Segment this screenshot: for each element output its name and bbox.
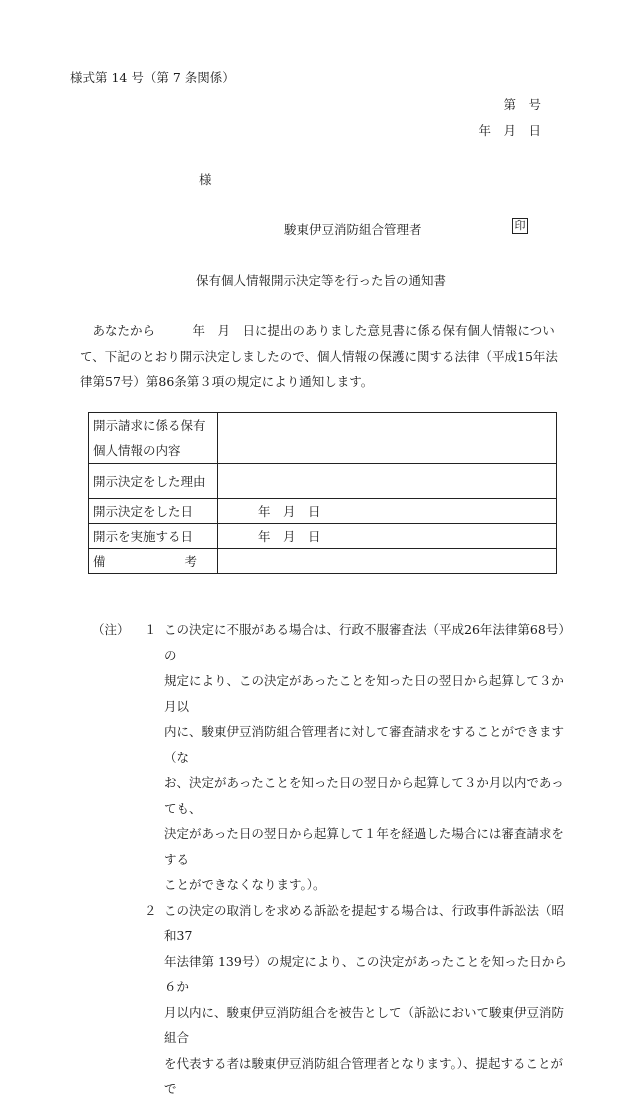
remarks-label-char-1: 備 bbox=[93, 554, 106, 569]
form-number: 様式第 14 号（第 7 条関係） bbox=[70, 70, 235, 85]
row-label-decision-date: 開示決定をした日 bbox=[89, 499, 218, 524]
row-value-content bbox=[218, 413, 557, 464]
addressee: 様 bbox=[199, 172, 212, 187]
table-row bbox=[89, 524, 557, 549]
remarks-label-char-2: 考 bbox=[184, 554, 197, 569]
document-title: 保有個人情報開示決定等を行った旨の通知書 bbox=[196, 273, 447, 288]
body-paragraph: あなたから 年 月 日に提出のありました意見書に係る保有個人情報につい て、下記のとおり開示決定しましたので、個人情報の保護に関する法律（平成15年法 律第57号）第86条第３項の規定により通知します。 bbox=[80, 323, 558, 389]
table-row bbox=[89, 549, 557, 574]
seal-stamp-box: 印 bbox=[512, 218, 528, 234]
notes-prefix: （注） bbox=[92, 622, 130, 637]
row-label-remarks bbox=[89, 549, 218, 574]
document-date: 年 月 日 bbox=[478, 123, 541, 138]
sender-name: 駿東伊豆消防組合管理者 bbox=[284, 222, 422, 237]
row-value-remarks bbox=[218, 549, 557, 574]
row-label-reason: 開示決定をした理由 bbox=[89, 464, 218, 499]
table-row bbox=[89, 464, 557, 499]
table-row bbox=[89, 499, 557, 524]
disclosure-info-table bbox=[88, 412, 557, 574]
row-value-decision-date: 年 月 日 bbox=[218, 499, 557, 524]
notes-section bbox=[92, 617, 572, 1102]
note-text: この決定の取消しを求める訴訟を提起する場合は、行政事件訴訟法（昭和37 年法律第 139号）の規定により、この決定があったことを知った日から６か 月以内に、駿東伊豆消防組合を被告として（訴訟において駿東伊豆消防組合 を代表する者は駿東伊豆消防組合管理者となります。）、提起することがで bbox=[164, 902, 567, 1096]
note-number: ２ bbox=[144, 902, 157, 918]
document-number: 第 号 bbox=[503, 97, 541, 112]
note-number: １ bbox=[144, 622, 157, 637]
note-item bbox=[92, 898, 572, 1102]
table-row bbox=[89, 413, 557, 464]
note-item bbox=[92, 617, 572, 898]
row-label-content: 開示請求に係る保有 個人情報の内容 bbox=[89, 413, 218, 464]
note-text: この決定に不服がある場合は、行政不服審査法（平成26年法律第68号）の 規定により、この決定があったことを知った日の翌日から起算して３か月以 内に、駿東伊豆消防組合管理者に対して審査請求をすることができます（な お、決定があったことを知った日の翌日から起算して３か月以内であっても、 決定があった日の翌日から起算して１年を経過した場合には審査請求をする ことができなくなります。）。 bbox=[164, 622, 571, 892]
row-value-reason bbox=[218, 464, 557, 499]
row-value-implementation-date: 年 月 日 bbox=[218, 524, 557, 549]
row-label-implementation-date: 開示を実施する日 bbox=[89, 524, 218, 549]
